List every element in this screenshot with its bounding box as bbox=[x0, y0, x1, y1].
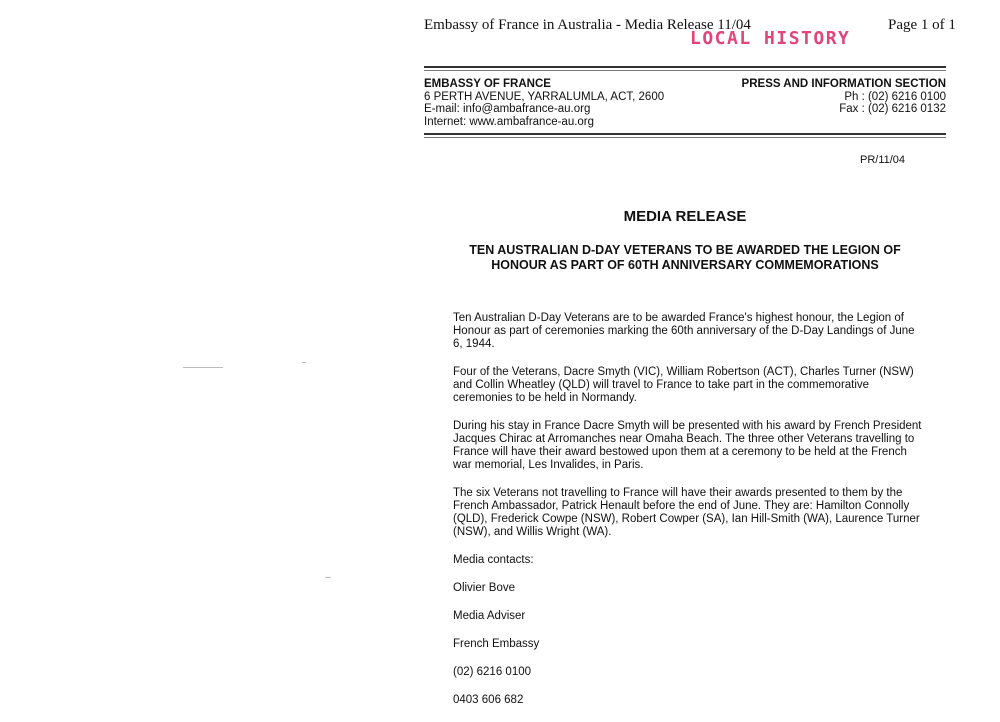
header-rule-top-thin bbox=[424, 70, 946, 71]
press-section-title: PRESS AND INFORMATION SECTION bbox=[741, 78, 946, 90]
media-contacts-label: Media contacts: bbox=[453, 554, 534, 566]
body-paragraph-1: Ten Australian D-Day Veterans are to be awarded France's highest honour, the Legion of Honour as part of ceremonies marking the 60th anniversary of the D-Day Landings of June 6, 1944. bbox=[453, 312, 915, 350]
press-section-block bbox=[742, 78, 946, 116]
press-fax: Fax : (02) 6216 0132 bbox=[839, 103, 946, 115]
contact-block bbox=[453, 582, 923, 707]
contact-name: Olivier Bove bbox=[453, 582, 515, 594]
release-reference: PR/11/04 bbox=[860, 154, 906, 166]
embassy-address: 6 PERTH AVENUE, YARRALUMLA, ACT, 2600 bbox=[424, 90, 665, 103]
scan-speck bbox=[302, 362, 306, 363]
embassy-email: E-mail: info@ambafrance-au.org bbox=[424, 103, 591, 115]
body-paragraph-2: Four of the Veterans, Dacre Smyth (VIC), William Robertson (ACT), Charles Turner (NSW) and Collin Wheatley (QLD) will travel to France to take part in the commemorative ceremonies to be held in Normandy. bbox=[453, 366, 914, 404]
headline-line-2: HONOUR AS PART OF 60TH ANNIVERSARY COMMEMORATIONS bbox=[491, 258, 879, 272]
header-rule-bottom bbox=[424, 133, 946, 135]
embassy-website: Internet: www.ambafrance-au.org bbox=[424, 115, 595, 128]
contact-role: Media Adviser bbox=[453, 610, 526, 622]
press-phone: Ph : (02) 6216 0100 bbox=[844, 90, 946, 103]
body-paragraph-3: During his stay in France Dacre Smyth will be presented with his award by French President Jacques Chirac at Arromanches near Omaha Beach. The three other Veterans travelling to France will have their award bestowed upon them at a ceremony to be held at the French war memorial, Les Invalides, in Paris. bbox=[453, 420, 922, 471]
contact-organisation: French Embassy bbox=[453, 638, 540, 650]
release-headline bbox=[440, 243, 930, 273]
release-body bbox=[453, 312, 923, 722]
scan-speck bbox=[325, 577, 331, 578]
scan-speck bbox=[183, 367, 223, 368]
body-paragraph-4: The six Veterans not travelling to France will have their awards presented to them by the French Ambassador, Patrick Henault before the end of June. They are: Hamilton Connolly (QLD), Frederick Cowpe (NSW), Robert Cowper (SA), Ian Hill-Smith (WA), Laurence Turner (NSW), and Willis Wright (WA). bbox=[453, 487, 920, 538]
embassy-name: EMBASSY OF FRANCE bbox=[424, 78, 551, 90]
document-title: Embassy of France in Australia - Media Release 11/04 bbox=[424, 17, 751, 33]
header-rule-bottom-thin bbox=[424, 137, 946, 138]
page-number: Page 1 of 1 bbox=[888, 17, 956, 33]
embassy-address-block bbox=[424, 78, 664, 128]
release-title: MEDIA RELEASE bbox=[623, 208, 747, 225]
header-rule-top bbox=[424, 66, 946, 68]
local-history-stamp: LOCAL HISTORY bbox=[690, 28, 851, 49]
contact-mobile: 0403 606 682 bbox=[453, 694, 524, 706]
contact-phone: (02) 6216 0100 bbox=[453, 666, 532, 678]
headline-line-1: TEN AUSTRALIAN D-DAY VETERANS TO BE AWARDED THE LEGION OF bbox=[469, 243, 901, 257]
